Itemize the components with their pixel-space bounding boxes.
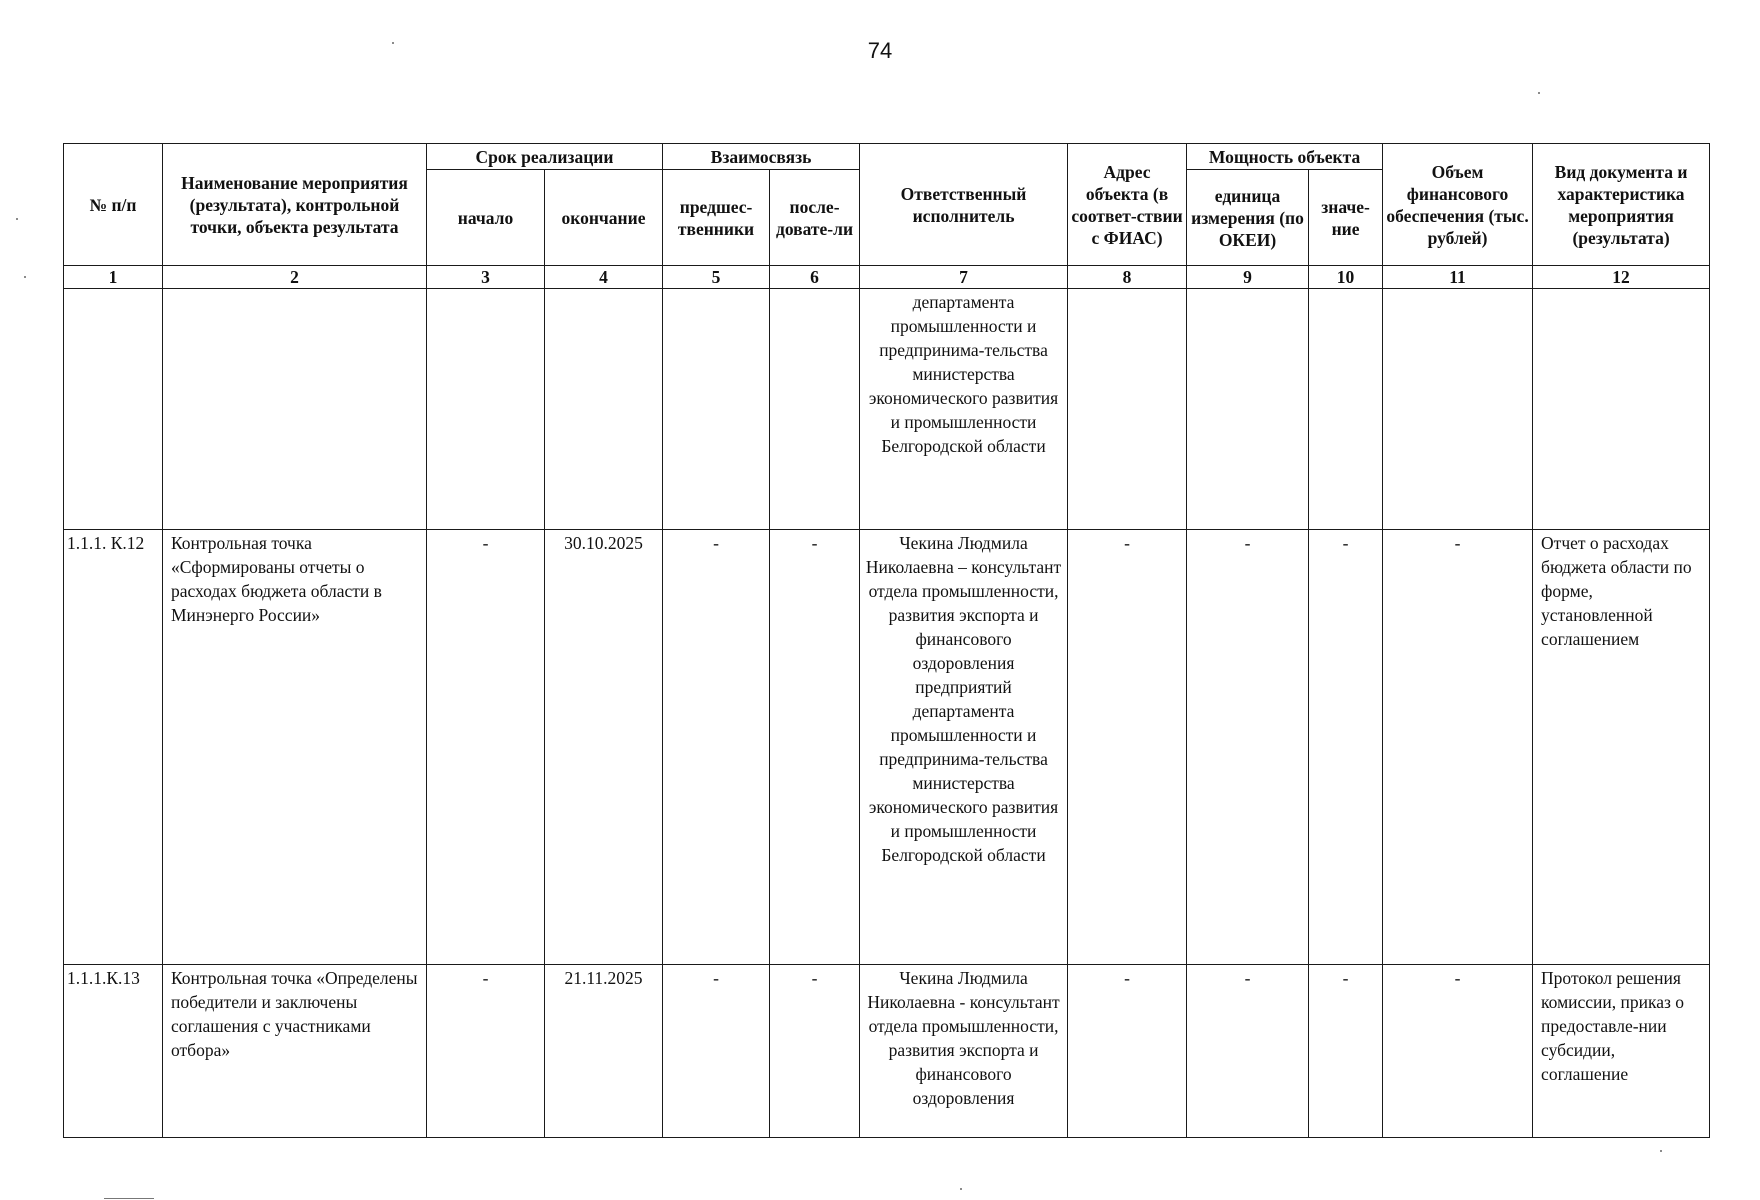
row-end — [545, 289, 663, 530]
row-number — [64, 289, 163, 530]
header-predecessors: предшес-твенники — [663, 170, 770, 266]
column-number: 5 — [663, 266, 770, 289]
scan-speck — [960, 1188, 962, 1190]
header-number: № п/п — [64, 144, 163, 266]
row-unit: - — [1187, 965, 1309, 1138]
row-successors: - — [770, 965, 860, 1138]
scan-mark — [104, 1198, 154, 1199]
row-end: 21.11.2025 — [545, 965, 663, 1138]
page-number: 74 — [867, 38, 893, 63]
row-name — [163, 289, 427, 530]
column-number: 6 — [770, 266, 860, 289]
row-document: Отчет о расходах бюджета области по форме, установленной соглашением — [1533, 530, 1710, 965]
column-number: 7 — [860, 266, 1068, 289]
row-document: Протокол решения комиссии, приказ о предоставле-нии субсидии, соглашение — [1533, 965, 1710, 1138]
header-group-srok: Срок реализации — [427, 144, 663, 170]
row-finance: - — [1383, 530, 1533, 965]
row-end: 30.10.2025 — [545, 530, 663, 965]
row-value: - — [1309, 965, 1383, 1138]
row-start — [427, 289, 545, 530]
row-predecessors: - — [663, 965, 770, 1138]
row-responsible: Чекина Людмила Николаевна – консультант отдела промышленности, развития экспорта и финансового оздоровления предприятий департамента промышленности и предпринима-тельства министерства экономического развития и промышленности Белгородской области — [860, 530, 1068, 965]
header-address: Адрес объекта (в соответ-ствии с ФИАС) — [1068, 144, 1187, 266]
header-unit: единица измерения (по ОКЕИ) — [1187, 170, 1309, 266]
header-name: Наименование мероприятия (результата), контрольной точки, объекта результата — [163, 144, 427, 266]
scan-speck — [16, 218, 18, 220]
header-start: начало — [427, 170, 545, 266]
row-predecessors — [663, 289, 770, 530]
row-start: - — [427, 530, 545, 965]
column-number-row — [64, 266, 1710, 289]
column-number: 12 — [1533, 266, 1710, 289]
header-document: Вид документа и характеристика мероприятия (результата) — [1533, 144, 1710, 266]
row-value: - — [1309, 530, 1383, 965]
row-name: Контрольная точка «Сформированы отчеты о расходах бюджета области в Минэнерго России» — [163, 530, 427, 965]
row-predecessors: - — [663, 530, 770, 965]
plan-table — [63, 143, 1710, 1138]
row-address — [1068, 289, 1187, 530]
column-number: 4 — [545, 266, 663, 289]
row-start: - — [427, 965, 545, 1138]
row-successors — [770, 289, 860, 530]
row-address: - — [1068, 965, 1187, 1138]
row-finance — [1383, 289, 1533, 530]
row-responsible: Чекина Людмила Николаевна - консультант отдела промышленности, развития экспорта и финансового оздоровления — [860, 965, 1068, 1138]
row-successors: - — [770, 530, 860, 965]
table-row — [64, 965, 1710, 1138]
header-group-vzaimosvyaz: Взаимосвязь — [663, 144, 860, 170]
header-value: значе-ние — [1309, 170, 1383, 266]
scan-speck — [1660, 1150, 1662, 1152]
column-number: 10 — [1309, 266, 1383, 289]
header-responsible: Ответственный исполнитель — [860, 144, 1068, 266]
row-finance: - — [1383, 965, 1533, 1138]
scan-speck — [392, 42, 394, 44]
row-number: 1.1.1.К.13 — [64, 965, 163, 1138]
row-value — [1309, 289, 1383, 530]
header-successors: после-довате-ли — [770, 170, 860, 266]
row-address: - — [1068, 530, 1187, 965]
column-number: 11 — [1383, 266, 1533, 289]
row-number: 1.1.1. К.12 — [64, 530, 163, 965]
row-document — [1533, 289, 1710, 530]
table-row — [64, 530, 1710, 965]
row-responsible: департамента промышленности и предпринима-тельства министерства экономического развития и промышленности Белгородской области — [860, 289, 1068, 530]
column-number: 9 — [1187, 266, 1309, 289]
table-header — [64, 144, 1710, 289]
column-number: 1 — [64, 266, 163, 289]
column-number: 3 — [427, 266, 545, 289]
scan-speck — [24, 276, 26, 278]
header-end: окончание — [545, 170, 663, 266]
scan-speck — [1538, 92, 1540, 94]
row-name: Контрольная точка «Определены победители и заключены соглашения с участниками отбора» — [163, 965, 427, 1138]
column-number: 2 — [163, 266, 427, 289]
column-number: 8 — [1068, 266, 1187, 289]
row-unit — [1187, 289, 1309, 530]
header-finance: Объем финансового обеспечения (тыс. рублей) — [1383, 144, 1533, 266]
header-group-moshchnost: Мощность объекта — [1187, 144, 1383, 170]
table-row — [64, 289, 1710, 530]
row-unit: - — [1187, 530, 1309, 965]
